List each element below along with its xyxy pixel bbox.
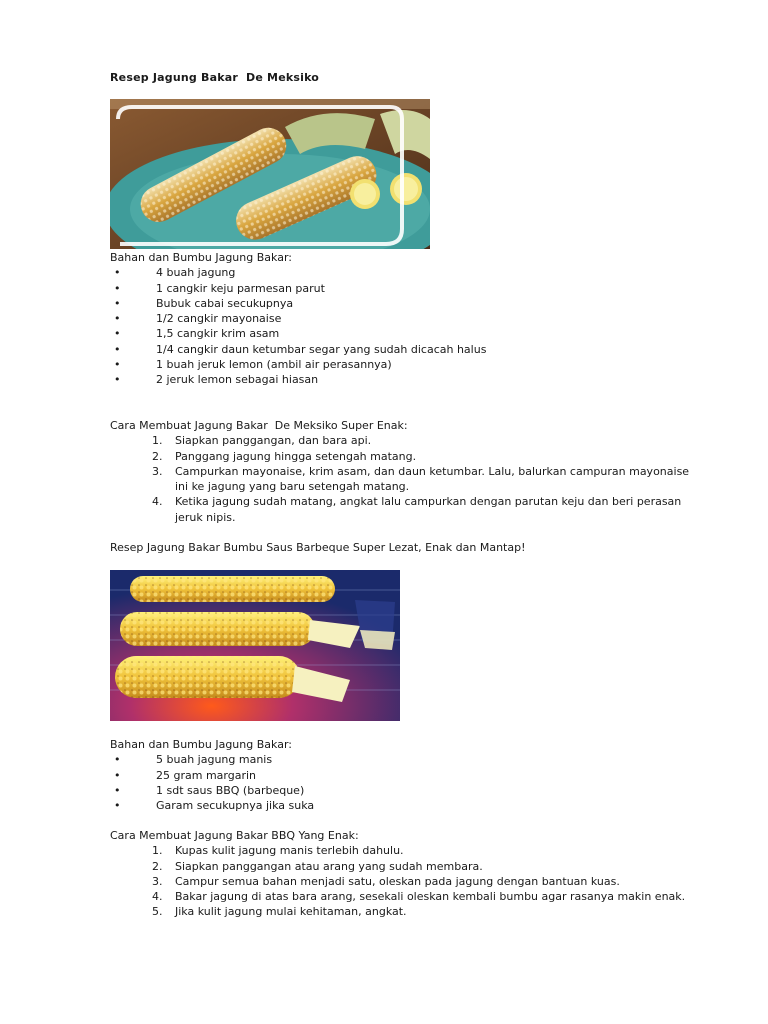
ingredient-text: 1/2 cangkir mayonaise [156, 312, 282, 326]
ingredient-text: 1,5 cangkir krim asam [156, 327, 280, 341]
list-item [110, 859, 695, 874]
ingredient-text: 1/4 cangkir daun ketumbar segar yang sudah dicacah halus [156, 342, 487, 356]
ingredient-text: 5 buah jagung manis [156, 753, 273, 767]
list-item [110, 342, 710, 357]
step-text: Siapkan panggangan atau arang yang sudah membara. [175, 859, 483, 873]
step-number: 3. [152, 874, 163, 888]
list-item [110, 874, 695, 889]
step-number: 2. [152, 859, 163, 873]
step-number: 1. [152, 434, 163, 448]
ingredients-list [110, 752, 710, 813]
bullet: • [114, 342, 121, 356]
recipe1-steps [110, 418, 710, 525]
step-text: Ketika jagung sudah matang, angkat lalu campurkan dengan parutan keju dan beri perasan jeruk nipis. [175, 495, 682, 524]
ingredients-heading: Bahan dan Bumbu Jagung Bakar: [110, 738, 292, 751]
ingredient-text: 1 sdt saus BBQ (barbeque) [156, 783, 305, 797]
list-item [110, 494, 695, 525]
step-number: 4. [152, 890, 163, 904]
list-item [110, 464, 695, 495]
recipe2-ingredients [110, 737, 710, 813]
steps-heading: Cara Membuat Jagung Bakar De Meksiko Super Enak: [110, 419, 408, 432]
list-item [110, 904, 695, 919]
bullet: • [114, 373, 121, 387]
list-item [110, 281, 710, 296]
bullet: • [114, 327, 121, 341]
list-item [110, 433, 695, 448]
recipe1-ingredients [110, 250, 710, 388]
step-text: Campur semua bahan menjadi satu, oleskan pada jagung dengan bantuan kuas. [175, 874, 620, 888]
bullet: • [114, 296, 121, 310]
list-item [110, 372, 710, 387]
ingredient-text: 2 jeruk lemon sebagai hiasan [156, 373, 319, 387]
ingredient-text: 1 cangkir keju parmesan parut [156, 281, 325, 295]
recipe2-title: Resep Jagung Bakar Bumbu Saus Barbeque Super Lezat, Enak dan Mantap! [110, 541, 526, 554]
bullet: • [114, 753, 121, 767]
bullet: • [114, 281, 121, 295]
ingredient-text: 1 buah jeruk lemon (ambil air perasannya) [156, 358, 392, 372]
step-number: 5. [152, 905, 163, 919]
list-item [110, 843, 695, 858]
step-number: 1. [152, 844, 163, 858]
list-item [110, 798, 710, 813]
step-number: 2. [152, 449, 163, 463]
steps-heading: Cara Membuat Jagung Bakar BBQ Yang Enak: [110, 829, 359, 842]
bullet: • [114, 799, 121, 813]
bullet: • [114, 783, 121, 797]
bullet: • [114, 358, 121, 372]
step-number: 4. [152, 495, 163, 509]
list-item [110, 889, 768, 904]
steps-list [110, 433, 710, 525]
recipe2-steps [110, 828, 710, 920]
list-item [110, 449, 695, 464]
list-item [110, 311, 710, 326]
step-text: Kupas kulit jagung manis terlebih dahulu. [175, 844, 404, 858]
bullet: • [114, 312, 121, 326]
list-item [110, 326, 710, 341]
step-text: Campurkan mayonaise, krim asam, dan daun ketumbar. Lalu, balurkan campuran mayonaise ini ke jagung yang baru setengah matang. [175, 464, 690, 494]
ingredients-heading: Bahan dan Bumbu Jagung Bakar: [110, 251, 292, 264]
ingredients-list [110, 265, 710, 387]
list-item [110, 357, 710, 372]
bbq-corn-photo [110, 570, 400, 721]
ingredient-text: 4 buah jagung [156, 266, 236, 280]
list-item [110, 752, 710, 767]
step-text: Panggang jagung hingga setengah matang. [175, 449, 417, 463]
step-text: Jika kulit jagung mulai kehitaman, angkat. [175, 905, 407, 919]
ingredient-text: Bubuk cabai secukupnya [156, 296, 294, 310]
bullet: • [114, 768, 121, 782]
list-item [110, 768, 710, 783]
list-item [110, 296, 710, 311]
ingredient-text: 25 gram margarin [156, 768, 257, 782]
list-item [110, 265, 710, 280]
step-text: Siapkan panggangan, dan bara api. [175, 434, 372, 448]
page-title: Resep Jagung Bakar De Meksiko [110, 71, 320, 84]
step-text: Bakar jagung di atas bara arang, sesekali oleskan kembali bumbu agar rasanya makin enak. [175, 890, 686, 904]
steps-list [110, 843, 710, 919]
step-number: 3. [152, 464, 163, 478]
mexican-corn-photo [110, 99, 430, 249]
bbq-corn-illustration [110, 570, 400, 721]
list-item [110, 783, 710, 798]
mexican-corn-illustration [110, 99, 430, 249]
ingredient-text: Garam secukupnya jika suka [156, 799, 315, 813]
bullet: • [114, 266, 121, 280]
